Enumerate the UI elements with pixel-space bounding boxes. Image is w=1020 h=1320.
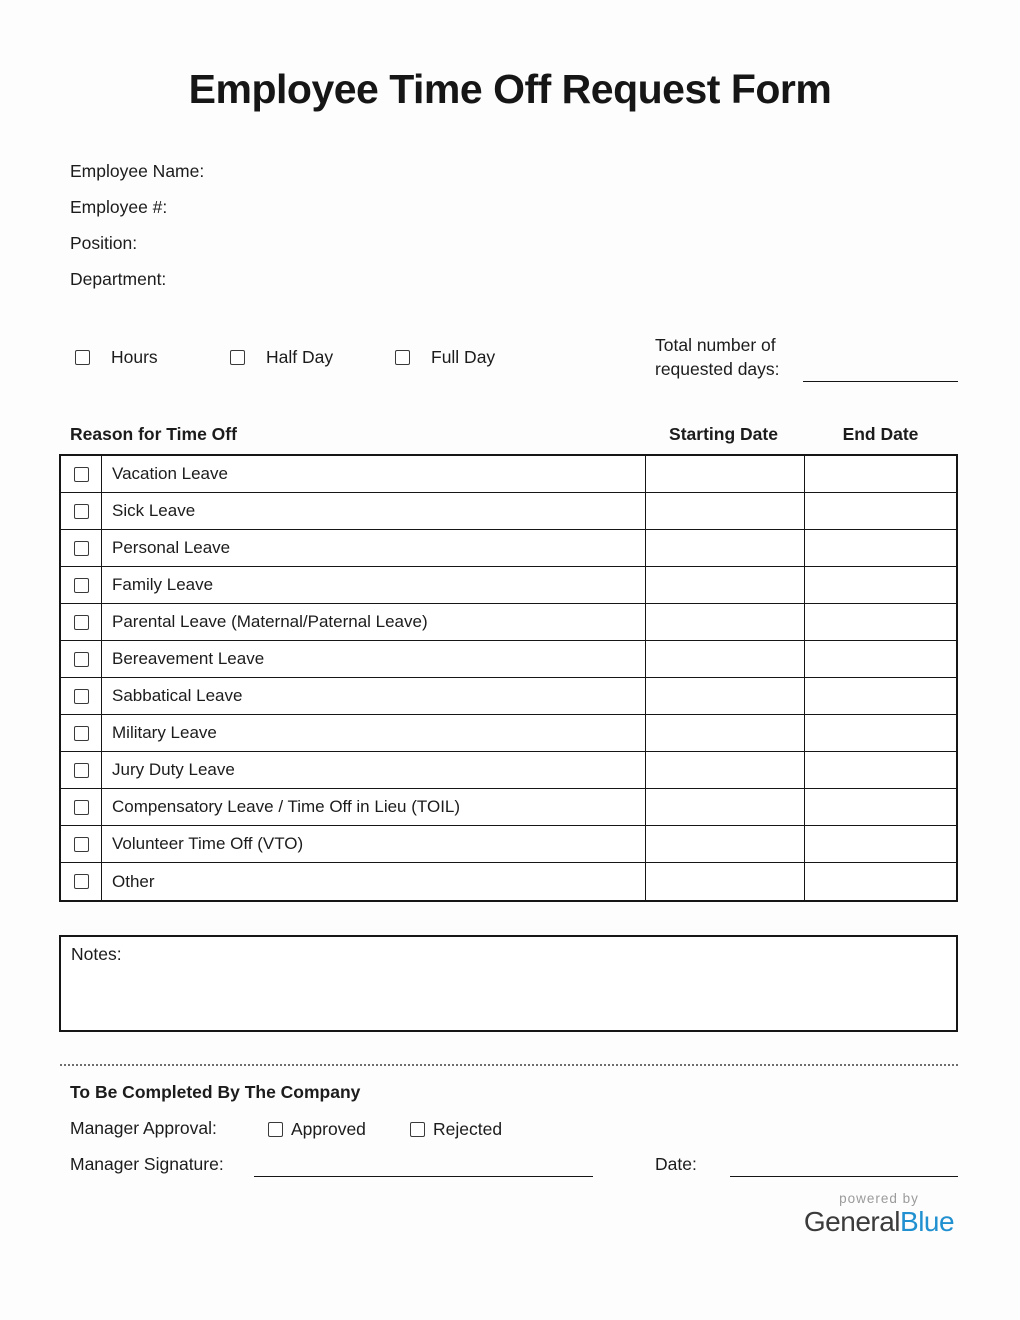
rejected-label: Rejected [433,1118,503,1139]
reason-label: Vacation Leave [102,456,646,492]
half-day-checkbox[interactable] [230,350,245,365]
company-section-heading: To Be Completed By The Company [70,1082,361,1102]
table-row-family-leave [61,567,956,604]
reason-label: Personal Leave [102,530,646,566]
table-row-vacation-leave [61,456,956,493]
date-label: Date: [655,1154,697,1174]
half-day-option [230,345,333,369]
sabbatical-leave-checkbox[interactable] [74,689,89,704]
end-date-cell[interactable] [805,567,960,603]
other-checkbox[interactable] [74,874,89,889]
department-row [70,261,950,297]
employee-name-field[interactable] [204,153,950,189]
approved-checkbox[interactable] [268,1122,283,1137]
starting-date-cell[interactable] [646,604,805,640]
half-day-label: Half Day [266,346,334,367]
total-days-label: Total number of requested days: [655,335,780,379]
manager-approval-label: Manager Approval: [70,1118,217,1138]
reason-label: Jury Duty Leave [102,752,646,788]
end-date-cell[interactable] [805,493,960,529]
page-title: Employee Time Off Request Form [188,66,832,112]
military-leave-checkbox[interactable] [74,726,89,741]
powered-by-text: powered by [839,1191,919,1206]
reason-label: Compensatory Leave / Time Off in Lieu (TOIL) [102,789,646,825]
family-leave-checkbox[interactable] [74,578,89,593]
starting-date-cell[interactable] [646,456,805,492]
parental-leave-checkbox[interactable] [74,615,89,630]
employee-number-field[interactable] [167,189,950,225]
compensatory-leave-checkbox[interactable] [74,800,89,815]
approved-option [268,1118,366,1140]
table-row-parental-leave [61,604,956,641]
position-field[interactable] [137,225,950,261]
starting-date-cell[interactable] [646,530,805,566]
starting-date-cell[interactable] [646,752,805,788]
hours-checkbox[interactable] [75,350,90,365]
end-date-cell[interactable] [805,715,960,751]
table-row-jury-duty-leave [61,752,956,789]
brand-name [796,1206,962,1238]
position-label: Position: [70,232,138,253]
brand-blue-text: Blue [900,1206,955,1237]
end-date-cell[interactable] [805,530,960,566]
full-day-label: Full Day [431,346,496,367]
starting-date-cell[interactable] [646,715,805,751]
end-date-cell[interactable] [805,641,960,677]
starting-date-cell[interactable] [646,678,805,714]
date-field[interactable] [730,1176,958,1177]
notes-area[interactable] [59,935,958,1032]
full-day-checkbox[interactable] [395,350,410,365]
employee-name-row [70,153,950,189]
employee-info-section [70,153,950,297]
employee-number-row [70,189,950,225]
reason-label: Military Leave [102,715,646,751]
hours-option [75,345,158,369]
section-divider [60,1064,958,1066]
jury-duty-leave-checkbox[interactable] [74,763,89,778]
table-row-sick-leave [61,493,956,530]
table-row-compensatory-leave [61,789,956,826]
hours-label: Hours [111,346,158,367]
employee-number-label: Employee #: [70,196,168,217]
end-date-cell[interactable] [805,456,960,492]
full-day-option [395,345,495,369]
end-date-cell[interactable] [805,789,960,825]
end-date-column-header: End Date [842,424,919,444]
reason-table-header [59,424,958,445]
department-label: Department: [70,268,167,289]
personal-leave-checkbox[interactable] [74,541,89,556]
starting-date-cell[interactable] [646,567,805,603]
notes-label: Notes: [71,944,122,964]
starting-date-cell[interactable] [646,641,805,677]
starting-date-column-header: Starting Date [669,424,778,444]
reason-table [59,454,958,902]
reason-label: Sabbatical Leave [102,678,646,714]
reason-label: Parental Leave (Maternal/Paternal Leave) [102,604,646,640]
table-row-sabbatical-leave [61,678,956,715]
starting-date-cell[interactable] [646,826,805,862]
table-row-personal-leave [61,530,956,567]
reason-label: Sick Leave [102,493,646,529]
employee-name-label: Employee Name: [70,160,205,181]
position-row [70,225,950,261]
table-row-bereavement-leave [61,641,956,678]
table-row-military-leave [61,715,956,752]
bereavement-leave-checkbox[interactable] [74,652,89,667]
starting-date-cell[interactable] [646,863,805,900]
rejected-option [410,1118,502,1140]
manager-signature-label: Manager Signature: [70,1154,224,1174]
approved-label: Approved [291,1118,366,1139]
end-date-cell[interactable] [805,678,960,714]
table-row-volunteer-time-off [61,826,956,863]
table-row-other [61,863,956,900]
starting-date-cell[interactable] [646,493,805,529]
sick-leave-checkbox[interactable] [74,504,89,519]
end-date-cell[interactable] [805,752,960,788]
starting-date-cell[interactable] [646,789,805,825]
brand-general-text: General [803,1206,901,1237]
reason-column-header: Reason for Time Off [70,424,237,444]
department-field[interactable] [166,261,950,297]
rejected-checkbox[interactable] [410,1122,425,1137]
reason-label: Volunteer Time Off (VTO) [102,826,646,862]
end-date-cell[interactable] [805,863,960,900]
reason-label: Family Leave [102,567,646,603]
manager-signature-field[interactable] [254,1176,593,1177]
end-date-cell[interactable] [805,604,960,640]
volunteer-time-off-checkbox[interactable] [74,837,89,852]
general-blue-logo [796,1191,962,1238]
total-days-field[interactable] [803,381,958,382]
vacation-leave-checkbox[interactable] [74,467,89,482]
reason-label: Bereavement Leave [102,641,646,677]
reason-label: Other [102,863,646,900]
end-date-cell[interactable] [805,826,960,862]
